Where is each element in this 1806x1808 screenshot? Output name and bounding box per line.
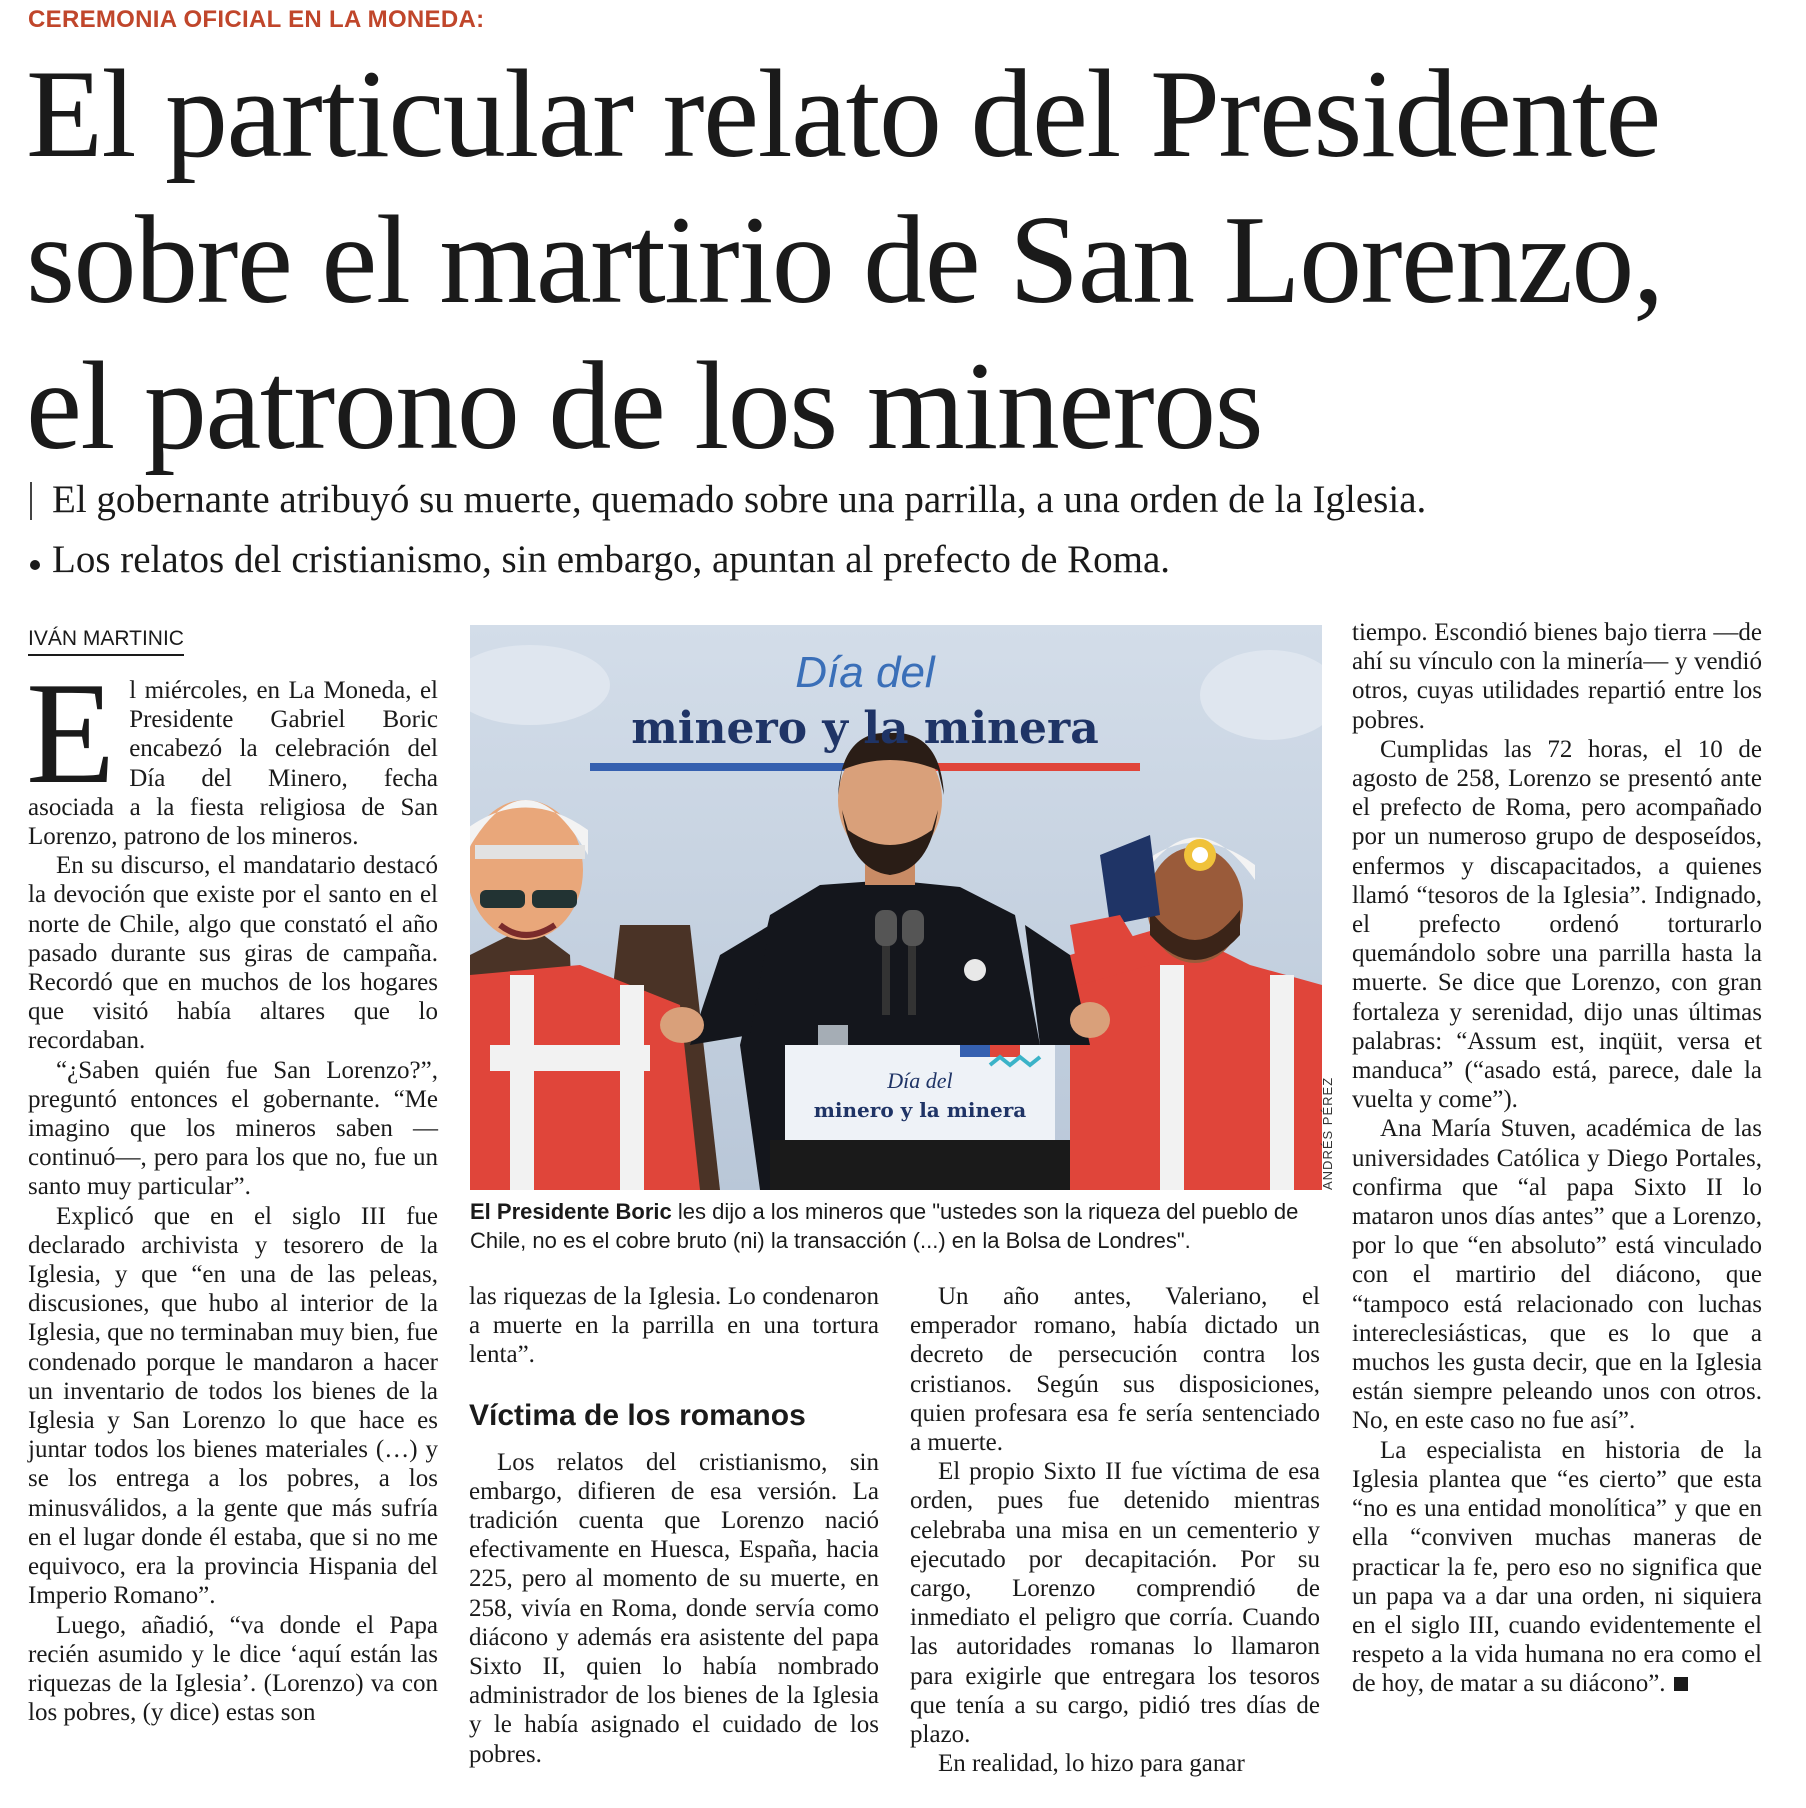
paragraph: “¿Saben quién fue San Lorenzo?”, preguntó entonces el gobernante. “Me imagino que los mineros saben —continuó—, pero para los que no, fue un santo muy particular”. [28, 1056, 438, 1201]
paragraph: las riquezas de la Iglesia. Lo condenaron a muerte en la parrilla en una tortura lenta”. [469, 1283, 879, 1369]
paragraph: En realidad, lo hizo para ganar [938, 1750, 1245, 1778]
column-2 [469, 1282, 879, 1769]
caption-text: les dijo a los mineros que "ustedes son la riqueza del pueblo de Chile, no es el cobre bruto (ni) la transacción (...) en la Bolsa de Londres". [470, 1199, 1299, 1253]
paragraph: Cumplidas las 72 horas, el 10 de agosto de 258, Lorenzo se presentó ante el prefecto de Roma, pero acompañado por un numeroso grupo de desposeídos, enfermos y discapacitados, a quienes llamó “tesoros de la Iglesia”. Indignado, el prefecto ordenó torturarlo quemándolo sobre una parrilla hasta la muerte. Se dice que Lorenzo, con gran fortaleza y serenidad, dijo unas últimas palabras: “Assum est, inqüit, versa et manduca” (“asado está, parece, dale la vuelta y come”). [1352, 735, 1762, 1114]
paragraph [1352, 1436, 1762, 1699]
podium-line-2: minero y la minera [813, 1098, 1027, 1122]
bullet-icon [30, 560, 40, 570]
paragraph-text: l miércoles, en La Moneda, el Presidente Gabriel Boric encabezó la celebración del Día del Minero, fecha asociada a la fiesta religiosa de San Lorenzo, patrono de los mineros. [28, 677, 438, 851]
column-1 [26, 652, 438, 1727]
paragraph: Un año antes, Valeriano, el emperador romano, había dictado un decreto de persecución contra los cristianos. Según sus disposiciones, quien profesara esa fe sería sentenciado a muerte. [910, 1283, 1320, 1457]
paragraph-text: La especialista en historia de la Iglesia plantea que “es cierto” que esta “no es una entidad monolítica” y que en ella “conviven muchas maneras de practicar la fe, pero eso no significa que un papa va a dar una orden, ni siquiera en el siglo III, cuando evidentemente el respeto a la vida humana no era como el de hoy, de matar a su diácono”. [1352, 1436, 1762, 1698]
column-4 [1352, 618, 1762, 1699]
deck-text: Los relatos del cristianismo, sin embargo, apuntan al prefecto de Roma. [52, 538, 1171, 581]
deck-text: El gobernante atribuyó su muerte, quemado sobre una parrilla, a una orden de la Iglesia. [52, 478, 1427, 521]
headline-line: sobre el martirio de San Lorenzo, [26, 191, 1663, 330]
photo-credit: ANDRÉS PÉREZ [1320, 1076, 1335, 1190]
byline: IVÁN MARTINIC [28, 627, 184, 656]
photo [470, 625, 1322, 1190]
kicker: CEREMONIA OFICIAL EN LA MONEDA: [28, 6, 485, 33]
photo-caption [470, 1197, 1322, 1255]
caption-lead: El Presidente Boric [470, 1199, 672, 1224]
deck-line [30, 470, 1770, 530]
subhead: Víctima de los romanos [469, 1398, 806, 1432]
deck-bar [30, 482, 32, 520]
drop-cap: E [26, 652, 116, 814]
banner-line-1: Día del [795, 648, 935, 697]
paragraph: Explicó que en el siglo III fue declarado archivista y tesorero de la Iglesia, y que “en una de las peleas, discusiones, que hubo al interior de la Iglesia, que no terminaban muy bien, fue condenado porque le mandaron a hacer un inventario de todos los bienes de la Iglesia y San Lorenzo lo que hace es juntar todos los bienes materiales (…) y se los entrega a los pobres, a los minusválidos, a la gente que más sufría en el lugar donde él estaba, que si no me equivoco, era la provincia Hispania del Imperio Romano”. [28, 1202, 438, 1610]
paragraph: En su discurso, el mandatario destacó la devoción que existe por el santo en el norte de Chile, algo que constató el año pasado durante sus giras de campaña. Recordó que en muchos de los hogares que visitó había altares que lo recordaban. [28, 852, 438, 1055]
paragraph: tiempo. Escondió bienes bajo tierra —de ahí su vínculo con la minería— y vendió otros, cuyas utilidades repartió entre los pobres. [1352, 619, 1762, 734]
paragraph: El propio Sixto II fue víctima de esa orden, pues fue detenido mientras celebraba una misa en un cementerio y ejecutado por decapitación. Por su cargo, Lorenzo comprendió de inmediato el peligro que corría. Cuando las autoridades romanas lo llamaron para exigirle que entregara los tesoros que tenía a su cargo, pidió tres días de plazo. [910, 1458, 1320, 1749]
banner-line-2: minero y la minera [631, 703, 1099, 754]
paragraph: Los relatos del cristianismo, sin embargo, difieren de esa versión. La tradición cuenta que Lorenzo nació efectivamente en Huesca, España, hacia 225, pero al momento de su muerte, en 258, vivía en Roma, donde servía como diácono y además era asistente del papa Sixto II, quien lo había nombrado administrador de los bienes de la Iglesia y le había asignado el cuidado de los pobres. [469, 1448, 879, 1768]
podium-line-1: Día del [887, 1068, 953, 1093]
headline-line: el patrono de los mineros [26, 337, 1263, 476]
headline [26, 42, 1766, 480]
end-mark-icon [1674, 1677, 1688, 1691]
paragraph: Luego, añadió, “va donde el Papa recién asumido y le dice ‘aquí están las riquezas de la Iglesia’. (Lorenzo) va con los pobres, (y dice) estas son [28, 1611, 438, 1727]
paragraph [26, 652, 438, 851]
deck [30, 470, 1770, 590]
headline-line: El particular relato del Presidente [26, 45, 1660, 184]
paragraph: Ana María Stuven, académica de las universidades Católica y Diego Portales, confirma que “al papa Sixto II lo mataron unos días antes” que a Lorenzo, por lo que “en absoluto” está vinculado con el martirio del diácono, que “tampoco está relacionado con luchas intereclesiásticas, que es lo que a muchos les gusta decir, que en la Iglesia están siempre peleando unos con otros. No, en este caso no fue así”. [1352, 1115, 1762, 1435]
column-3 [910, 1282, 1320, 1778]
deck-line [30, 530, 1770, 590]
